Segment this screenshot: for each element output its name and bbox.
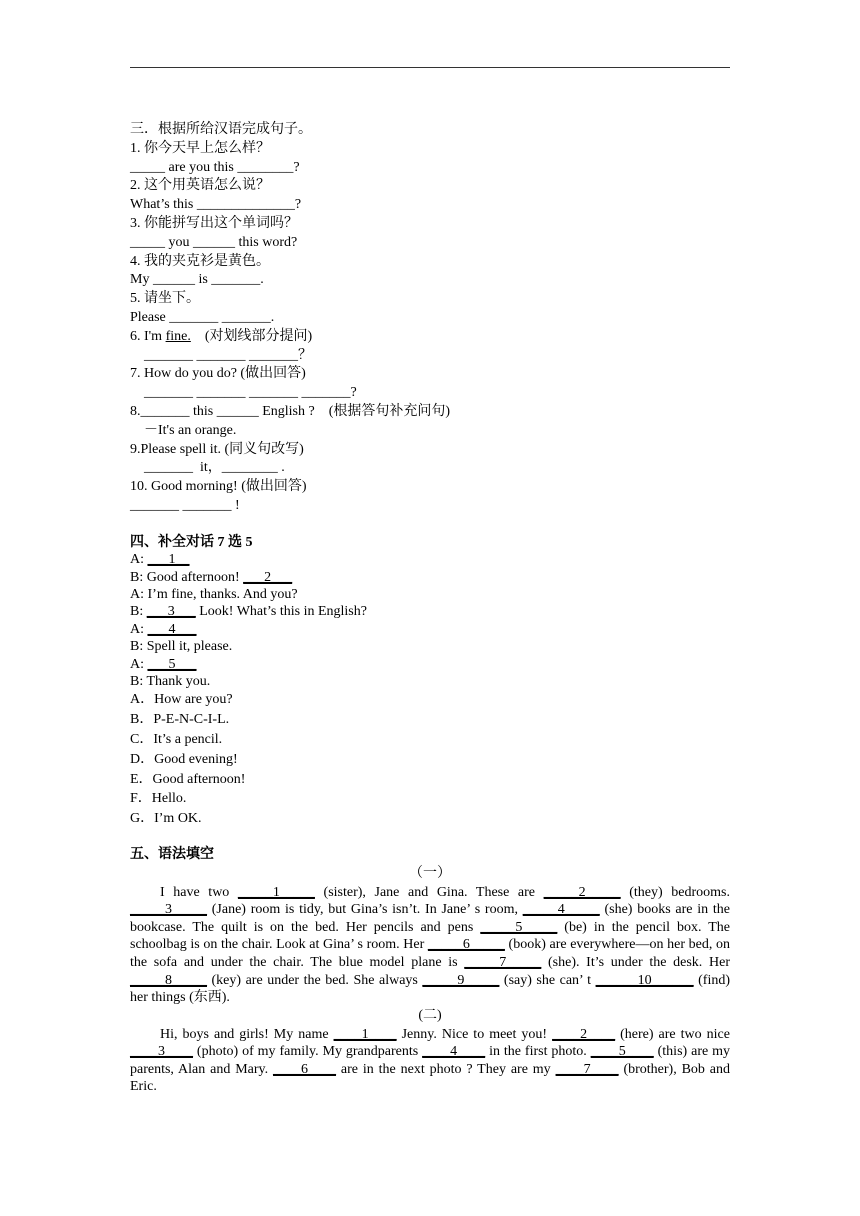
answer-blank[interactable]: ______10______: [595, 972, 694, 988]
answer-blank[interactable]: _____3_____: [130, 902, 207, 918]
answer-blank[interactable]: _____6_____: [427, 937, 505, 953]
passage-2: [130, 1026, 730, 1096]
options-list: [130, 690, 730, 829]
dialog-line: A: ___1__: [130, 552, 190, 568]
question-line: Please _______ _______.: [130, 309, 275, 325]
option-item: C．It’s a pencil.: [130, 731, 223, 747]
option-item: E．Good afternoon!: [130, 771, 246, 787]
passage-text: (they) bedrooms.: [620, 884, 730, 900]
passage-text: (say) she can’ t: [499, 972, 596, 988]
question-line: 10. Good morning! (做出回答): [130, 479, 307, 495]
dialog-line: B: Thank you.: [130, 673, 211, 689]
passage-text: Hi, boys and girls! My name: [160, 1026, 334, 1042]
question-line: _____ you ______ this word?: [130, 234, 298, 250]
question-line: 5. 请坐下。: [130, 291, 200, 307]
answer-blank[interactable]: _____4_____: [522, 902, 600, 918]
dialog-line: A: I’m fine, thanks. And you?: [130, 586, 298, 602]
part-2-title: (二): [418, 1007, 442, 1023]
answer-blank[interactable]: _____7_____: [464, 954, 542, 970]
header-rule: [130, 67, 730, 68]
section-3: [130, 121, 730, 516]
section-4-title: 四、补全对话 7 选 5: [130, 534, 253, 550]
option-item: D．Good evening!: [130, 751, 238, 767]
passage-text: I have two: [160, 884, 238, 900]
answer-blank[interactable]: ____4____: [422, 1044, 486, 1060]
question-line: My ______ is _______.: [130, 272, 264, 288]
passage-text: (photo) of my family. My grandparents: [193, 1044, 423, 1060]
underlined-word: fine.: [165, 328, 191, 344]
answer-blank[interactable]: _____1_____: [237, 884, 315, 900]
passage-text: (this) are my parents, Alan and Mary.: [130, 1044, 731, 1077]
answer-blank[interactable]: ____3____: [130, 1044, 193, 1060]
answer-blank[interactable]: ____6____: [273, 1061, 337, 1077]
passage-text: (sister), Jane and Gina. These are: [314, 884, 544, 900]
passage-text: in the first photo.: [485, 1044, 591, 1060]
answer-blank[interactable]: ____7____: [555, 1061, 619, 1077]
question-line: _______ _______ _______？: [144, 347, 312, 363]
answer-blank[interactable]: ____5____: [590, 1044, 654, 1060]
question-line: _______ _______ !: [130, 497, 240, 513]
passage-text: (she). It’s under the desk. Her: [541, 954, 730, 970]
option-item: B．P-E-N-C-I-L.: [130, 712, 230, 728]
question-line: 9.Please spell it. (同义句改写): [130, 441, 304, 457]
passage-text: are in the next photo ? They are my: [336, 1061, 556, 1077]
section-3-title: 三．根据所给汉语完成句子。: [130, 122, 312, 137]
worksheet-page: [130, 121, 730, 1096]
passage-text: (here) are two nice: [615, 1026, 730, 1042]
passage-text: (book) are everywhere—on her bed, on the sofa and under the chair. The blue model plane is: [130, 937, 730, 970]
section-5-title: 五、语法填空: [130, 846, 214, 862]
section-5: [130, 846, 730, 1096]
question-line: 4. 我的夹克衫是黄色。: [130, 253, 270, 269]
answer-blank[interactable]: ___5___: [147, 656, 197, 672]
answer-blank[interactable]: _____9_____: [422, 972, 500, 988]
answer-blank[interactable]: ____2____: [552, 1026, 616, 1042]
passage-text: (Jane) room is tidy, but Gina’s isn’t. In Jane’ s room,: [207, 902, 523, 918]
passage-text: (she) books are in the bookcase. The quilt is on the bed. Her pencils and pens: [130, 902, 730, 935]
answer-blank[interactable]: _____2_____: [543, 884, 621, 900]
answer-blank[interactable]: ___1__: [147, 552, 190, 568]
section-4: [130, 534, 730, 829]
question-line: _____ are you this ________?: [130, 159, 300, 175]
passage-text: Jenny. Nice to meet you!: [396, 1026, 553, 1042]
question-line: 3. 你能拼写出这个单词吗？: [130, 215, 298, 231]
answer-blank[interactable]: ____1____: [333, 1026, 397, 1042]
question-line: 7. How do you do? (做出回答): [130, 366, 306, 382]
passage-text: (find) her things (东西).: [130, 972, 730, 1006]
dialog-line: B: Good afternoon! ___2___: [130, 569, 293, 585]
option-item: F．Hello.: [130, 791, 187, 807]
question-line: 2. 这个用英语怎么说？: [130, 178, 270, 194]
answer-blank[interactable]: _____5_____: [480, 919, 558, 935]
question-line: －It's an orange.: [144, 422, 237, 438]
question-6: 6. I'm fine. (对划线部分提问): [130, 328, 313, 344]
passage-text: (brother), Bob and Eric.: [130, 1061, 730, 1095]
dialog-line: B: ___3___ Look! What’s this in English?: [130, 604, 367, 620]
question-line: 8._______ this ______ English ? (根据答句补充问句): [130, 403, 451, 419]
option-item: A．How are you?: [130, 692, 233, 708]
passage-1: [130, 884, 730, 1007]
passage-text: (be) in the pencil box. The schoolbag is on the chair. Look at Gina’ s room. Her: [130, 919, 730, 953]
answer-blank[interactable]: ___3___: [146, 604, 196, 620]
question-line: _______ _______ _______ _______?: [144, 385, 357, 401]
dialog-line: A: ___5___: [130, 656, 197, 672]
part-1-title: （一）: [409, 865, 451, 881]
dialog-line: B: Spell it, please.: [130, 639, 233, 655]
question-line: 1. 你今天早上怎么样？: [130, 140, 270, 156]
answer-blank[interactable]: ___4___: [147, 621, 197, 637]
dialog-line: A: ___4___: [130, 621, 197, 637]
passage-text: (key) are under the bed. She always: [207, 972, 423, 988]
question-line: _______ it，________ .: [144, 460, 285, 476]
answer-blank[interactable]: _____8_____: [130, 972, 207, 988]
option-item: G．I’m OK.: [130, 811, 202, 827]
question-line: What’s this ______________?: [130, 197, 302, 213]
answer-blank[interactable]: ___2___: [243, 569, 293, 585]
